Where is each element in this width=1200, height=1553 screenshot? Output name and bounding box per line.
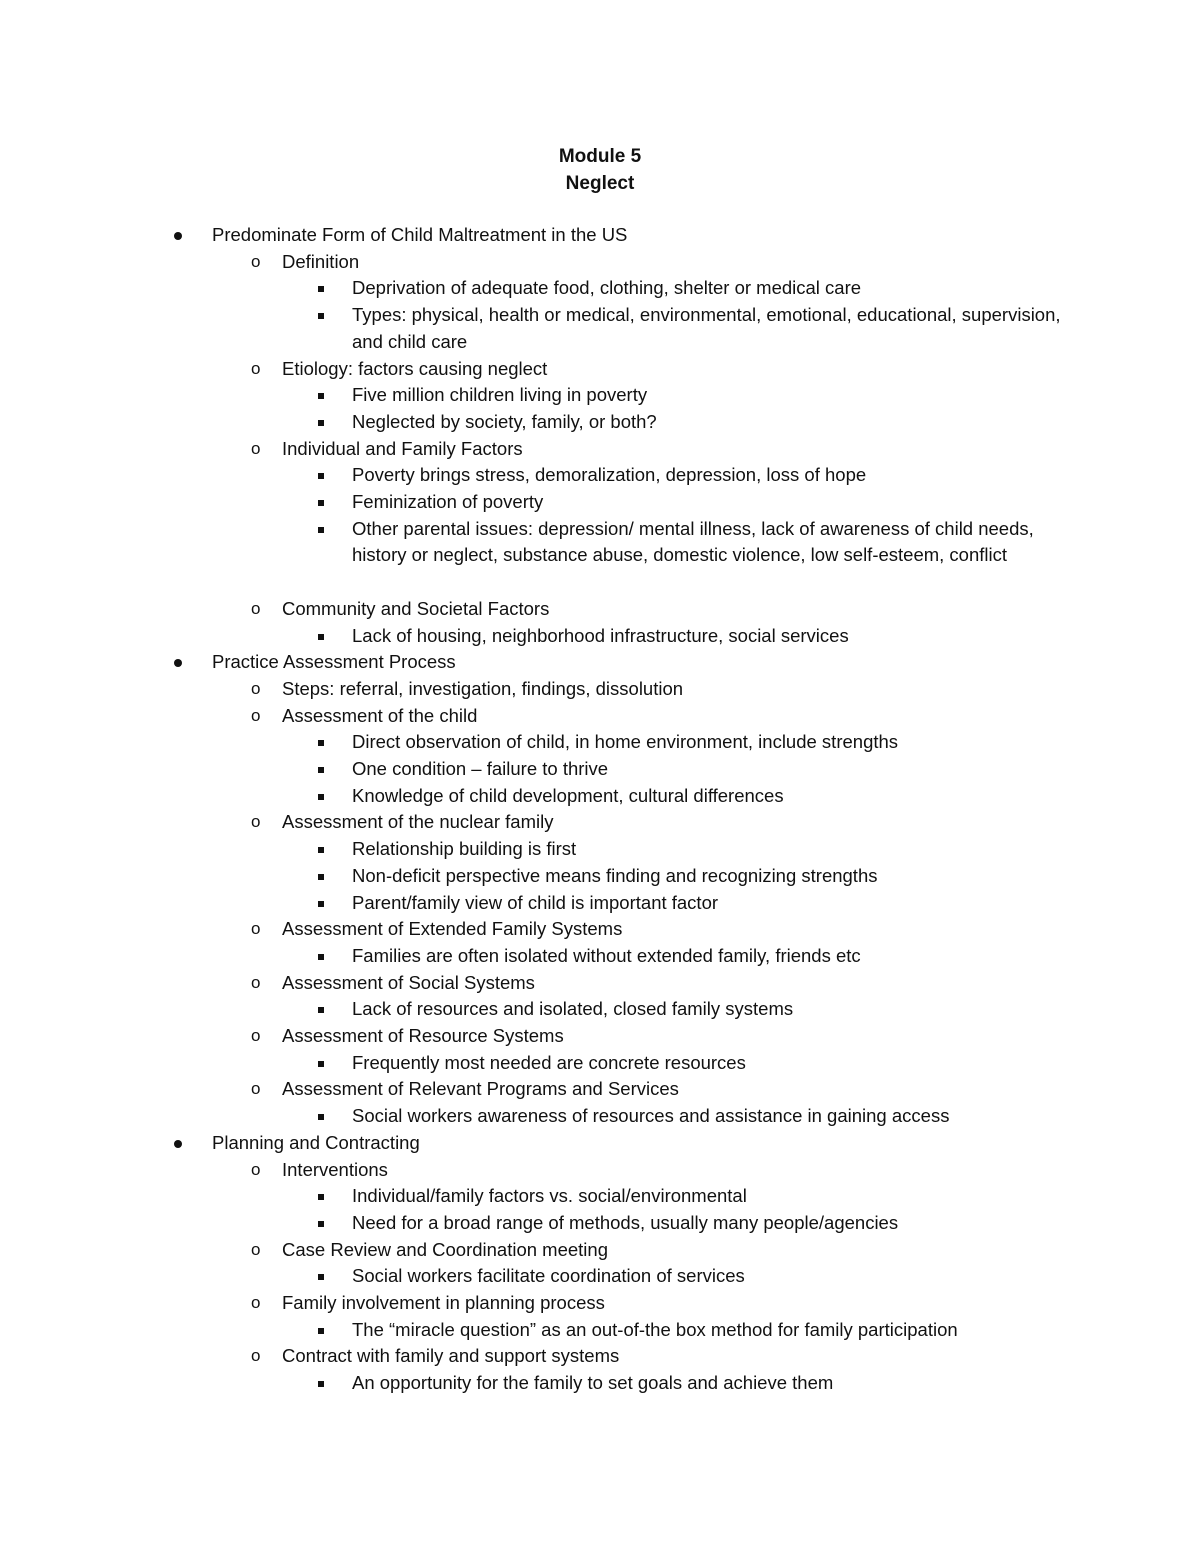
outline-item-level-2: Parent/family view of child is important factor: [352, 891, 719, 913]
outline-item-level-2: The “miracle question” as an out-of-the box method for family participation: [352, 1318, 958, 1340]
bullet-square-icon: [318, 1061, 324, 1067]
outline-item-level-1: Assessment of the child: [282, 704, 478, 726]
bullet-circle-icon: o: [251, 1346, 261, 1366]
bullet-square-icon: [318, 954, 324, 960]
outline-item-level-2: Other parental issues: depression/ mental illness, lack of awareness of child needs, history or neglect, substance abuse, domestic violence, low self-esteem, conflict: [352, 517, 1034, 566]
bullet-circle-icon: o: [251, 358, 261, 378]
bullet-circle-icon: o: [251, 812, 261, 832]
outline-item-level-2: Social workers facilitate coordination of services: [352, 1265, 745, 1287]
outline-item-level-1: Assessment of Relevant Programs and Services: [282, 1078, 679, 1100]
outline-item-level-1: Contract with family and support systems: [282, 1345, 620, 1367]
outline-item-level-2: Neglected by society, family, or both?: [352, 410, 657, 432]
bullet-square-icon: [318, 767, 324, 773]
outline-item-level-0: Predominate Form of Child Maltreatment in the US: [212, 224, 628, 245]
bullet-circle-icon: o: [251, 972, 261, 992]
bullet-square-icon: [318, 1381, 324, 1387]
outline-item-level-0: Planning and Contracting: [212, 1131, 420, 1153]
outline-item-level-1: Individual and Family Factors: [282, 437, 523, 459]
outline-item-level-2: Deprivation of adequate food, clothing, shelter or medical care: [352, 277, 862, 299]
bullet-circle-icon: o: [251, 1026, 261, 1045]
outline-item-level-2: Families are often isolated without extended family, friends etc: [352, 944, 861, 966]
bullet-circle-icon: o: [251, 705, 261, 725]
bullet-circle-icon: o: [251, 1079, 261, 1099]
bullet-square-icon: [318, 1007, 324, 1013]
bullet-dot-icon: [174, 659, 182, 667]
outline-item-level-2: Need for a broad range of methods, usually many people/agencies: [352, 1211, 899, 1233]
bullet-square-icon: [318, 740, 324, 746]
module-title: Module 5: [558, 146, 642, 167]
outline-item-level-2: Individual/family factors vs. social/environmental: [352, 1185, 747, 1207]
bullet-circle-icon: o: [251, 251, 261, 271]
bullet-square-icon: [318, 847, 324, 853]
outline-item-level-2: Lack of housing, neighborhood infrastructure, social services: [352, 624, 849, 646]
outline-item-level-2: Five million children living in poverty: [352, 384, 648, 406]
bullet-square-icon: [318, 473, 324, 479]
outline-item-level-1: Family involvement in planning process: [282, 1292, 605, 1313]
bullet-square-icon: [318, 286, 324, 292]
bullet-square-icon: [318, 313, 324, 319]
bullet-dot-icon: [174, 232, 182, 240]
bullet-square-icon: [318, 1328, 324, 1334]
bullet-dot-icon: [174, 1140, 182, 1148]
outline-item-level-1: Community and Societal Factors: [282, 597, 550, 619]
bullet-circle-icon: o: [251, 1239, 261, 1259]
bullet-square-icon: [318, 874, 324, 880]
bullet-square-icon: [318, 500, 324, 506]
outline-item-level-2: One condition – failure to thrive: [352, 758, 609, 779]
outline-item-level-1: Assessment of Extended Family Systems: [282, 918, 623, 940]
bullet-circle-icon: o: [251, 1293, 261, 1312]
outline-item-level-2: Frequently most needed are concrete resources: [352, 1051, 746, 1073]
bullet-square-icon: [318, 393, 324, 399]
outline-item-level-1: Steps: referral, investigation, findings, dissolution: [282, 677, 684, 699]
bullet-square-icon: [318, 794, 324, 800]
outline-item-level-2: Feminization of poverty: [352, 491, 544, 512]
bullet-square-icon: [318, 1274, 324, 1280]
outline-item-level-2: Social workers awareness of resources and assistance in gaining access: [352, 1105, 950, 1127]
bullet-square-icon: [318, 420, 324, 426]
outline-item-level-1: Etiology: factors causing neglect: [282, 357, 548, 379]
bullet-circle-icon: o: [251, 598, 261, 618]
bullet-square-icon: [318, 634, 324, 640]
outline-item-level-1: Assessment of the nuclear family: [282, 811, 554, 833]
outline-item-level-2: Lack of resources and isolated, closed family systems: [352, 998, 794, 1020]
bullet-circle-icon: o: [251, 919, 261, 939]
outline-item-level-1: Definition: [282, 250, 360, 272]
outline-item-level-1: Interventions: [282, 1158, 388, 1180]
bullet-square-icon: [318, 1114, 324, 1120]
bullet-circle-icon: o: [251, 678, 261, 698]
bullet-square-icon: [318, 527, 324, 533]
bullet-square-icon: [318, 1194, 324, 1200]
outline-item-level-2: An opportunity for the family to set goals and achieve them: [352, 1372, 834, 1394]
outline-item-level-1: Assessment of Social Systems: [282, 971, 535, 993]
outline-item-level-2: Knowledge of child development, cultural differences: [352, 784, 784, 806]
bullet-circle-icon: o: [251, 438, 261, 458]
outline-item-level-2: Non-deficit perspective means finding and recognizing strengths: [352, 864, 878, 886]
outline-item-level-0: Practice Assessment Process: [212, 651, 456, 673]
bullet-square-icon: [318, 901, 324, 907]
topic-title: Neglect: [565, 173, 635, 194]
outline-item-level-2: Poverty brings stress, demoralization, depression, loss of hope: [352, 464, 867, 486]
outline-item-level-1: Assessment of Resource Systems: [282, 1025, 564, 1046]
bullet-square-icon: [318, 1221, 324, 1227]
outline-item-level-2: Relationship building is first: [352, 838, 577, 860]
outline-item-level-2: Direct observation of child, in home environment, include strengths: [352, 731, 899, 753]
bullet-circle-icon: o: [251, 1159, 261, 1179]
outline-item-level-1: Case Review and Coordination meeting: [282, 1238, 608, 1260]
outline-item-level-2: Types: physical, health or medical, environmental, emotional, educational, supervision, and child care: [352, 304, 1061, 352]
